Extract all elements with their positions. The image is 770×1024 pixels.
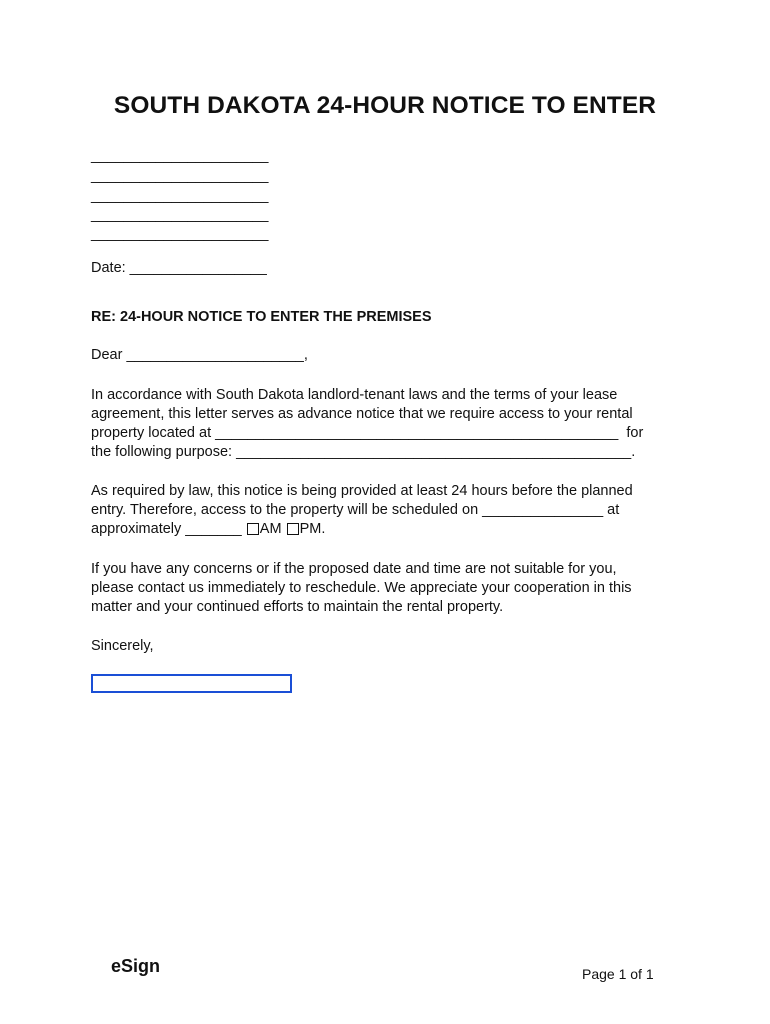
page-number: Page 1 of 1 — [582, 966, 654, 982]
text-line: In accordance with South Dakota landlord-tenant laws and the terms of your lease — [91, 387, 618, 403]
am-label: AM — [259, 521, 282, 537]
text-line: matter and your continued efforts to maintain the rental property. — [91, 599, 504, 615]
address-line[interactable]: ______________________ — [91, 207, 269, 223]
esign-logo: eSign — [111, 956, 161, 976]
address-line[interactable]: ______________________ — [91, 226, 269, 242]
am-checkbox[interactable] — [247, 523, 259, 535]
text-line: If you have any concerns or if the proposed date and time are not suitable for you, — [91, 561, 617, 577]
time-field[interactable]: approximately _______ — [91, 521, 246, 537]
salutation-field[interactable]: Dear ______________________, — [91, 347, 308, 363]
property-address-field[interactable]: property located at __________________________________________________ for — [91, 425, 644, 441]
pm-checkbox[interactable] — [287, 523, 299, 535]
text-line: please contact us immediately to reschedule. We appreciate your cooperation in this — [91, 580, 632, 596]
text-line: As required by law, this notice is being provided at least 24 hours before the planned — [91, 483, 633, 499]
re-heading: RE: 24-HOUR NOTICE TO ENTER THE PREMISES — [91, 309, 432, 325]
time-line — [91, 520, 671, 539]
purpose-field[interactable]: the following purpose: _________________________________________________. — [91, 444, 636, 460]
address-line[interactable]: ______________________ — [91, 168, 269, 184]
scheduled-date-field[interactable]: entry. Therefore, access to the property will be scheduled on _______________ at — [91, 502, 620, 518]
address-line[interactable]: ______________________ — [91, 148, 269, 164]
signature-field[interactable] — [91, 674, 292, 693]
address-line[interactable]: ______________________ — [91, 188, 269, 204]
text-line: agreement, this letter serves as advance notice that we require access to your rental — [91, 406, 633, 422]
closing-text: Sincerely, — [91, 638, 154, 654]
pm-label: PM. — [299, 521, 326, 537]
document-title: SOUTH DAKOTA 24-HOUR NOTICE TO ENTER — [113, 92, 657, 119]
date-field[interactable]: Date: _________________ — [91, 260, 267, 276]
